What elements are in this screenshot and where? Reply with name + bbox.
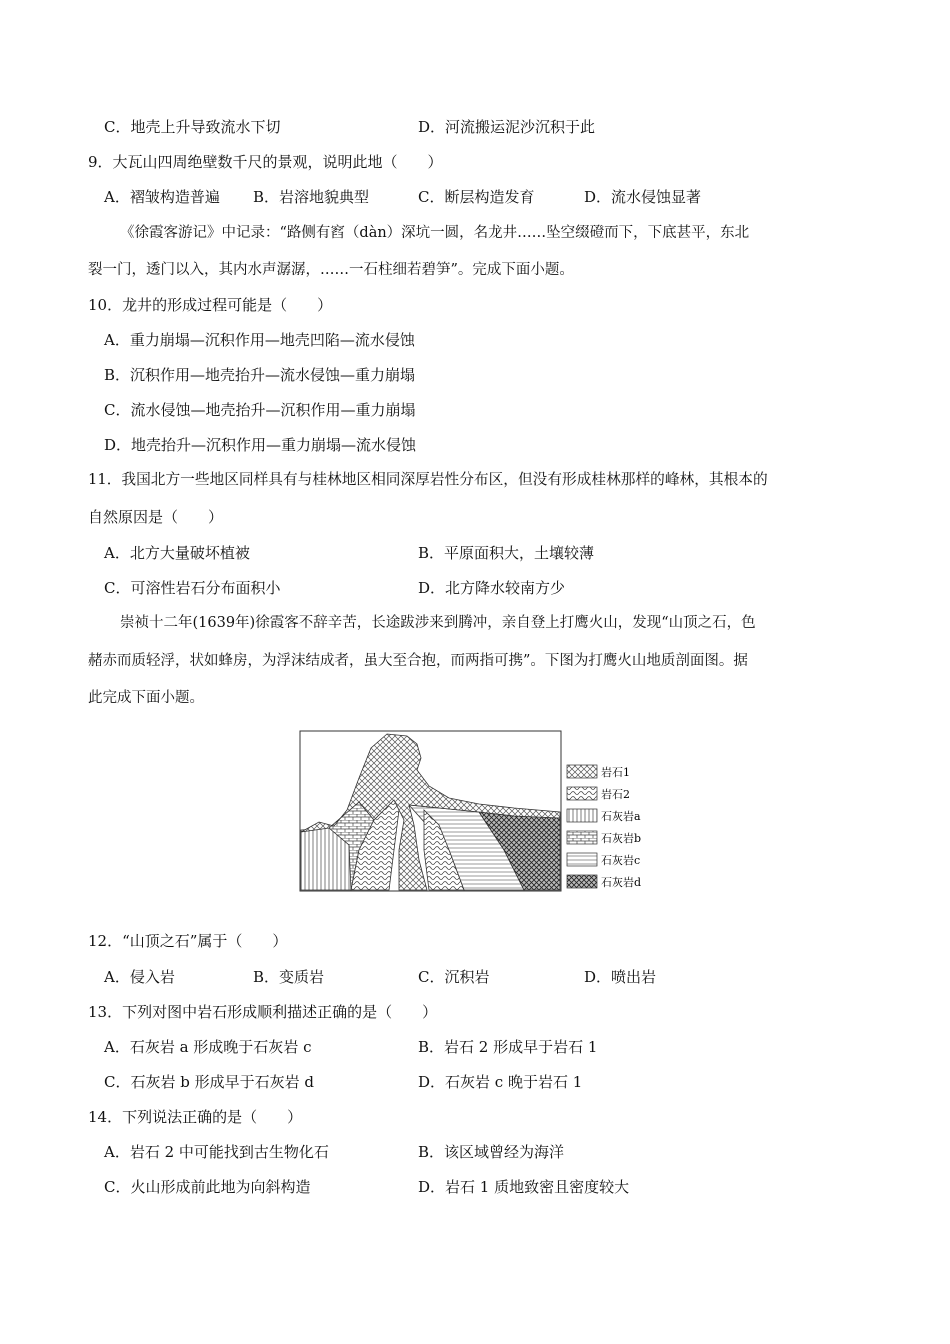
legend-swatch-limestone-d (567, 875, 597, 888)
q12-option-c: C．沉积岩 (418, 968, 490, 986)
legend-label-limestone-b: 石灰岩b (601, 832, 642, 845)
passage1-line2: 裂一门，透门以入，其内水声潺潺，……一石柱细若碧笋”。完成下面小题。 (88, 262, 574, 278)
legend-swatch-limestone-b (567, 831, 597, 844)
q13-option-a: A．石灰岩 a 形成晚于石灰岩 c (104, 1038, 312, 1056)
q11-stem-line2: 自然原因是（ ） (88, 508, 224, 526)
volcano-cross-section-figure (299, 730, 659, 894)
legend-label-limestone-c: 石灰岩c (601, 854, 641, 867)
q11-option-c: C．可溶性岩石分布面积小 (104, 579, 281, 597)
q14-stem: 14．下列说法正确的是（ ） (88, 1108, 303, 1126)
q14-option-d: D．岩石 1 质地致密且密度较大 (418, 1178, 630, 1196)
legend-swatch-limestone-c (567, 853, 597, 866)
q13-option-c: C．石灰岩 b 形成早于石灰岩 d (104, 1073, 314, 1091)
q12-option-a: A．侵入岩 (104, 968, 175, 986)
q10-option-d: D．地壳抬升—沉积作用—重力崩塌—流水侵蚀 (104, 436, 417, 454)
q10-option-b: B．沉积作用—地壳抬升—流水侵蚀—重力崩塌 (104, 366, 416, 384)
q13-stem: 13．下列对图中岩石形成顺利描述正确的是（ ） (88, 1003, 438, 1021)
legend-label-limestone-a: 石灰岩a (601, 810, 641, 823)
q9-option-c: C．断层构造发育 (418, 188, 535, 206)
q12-stem: 12．“山顶之石”属于（ ） (88, 932, 288, 950)
q10-stem: 10．龙井的形成过程可能是（ ） (88, 296, 333, 314)
legend-swatch-rock1 (567, 765, 597, 778)
q12-option-d: D．喷出岩 (584, 968, 657, 986)
passage1-line1: 《徐霞客游记》中记录：“路侧有窞（dàn）深坑一圆，名龙井……坠空缀磴而下，下底甚平，东北 (120, 225, 750, 241)
q11-option-d: D．北方降水较南方少 (418, 579, 566, 597)
passage2-line3: 此完成下面小题。 (88, 690, 204, 706)
legend-label-limestone-d: 石灰岩d (601, 876, 642, 889)
q9-option-b: B．岩溶地貌典型 (253, 188, 370, 206)
q12-option-b: B．变质岩 (253, 968, 325, 986)
q11-stem-line1: 11．我国北方一些地区同样具有与桂林地区相同深厚岩性分布区，但没有形成桂林那样的峰林，其根本的 (88, 471, 768, 488)
legend-label-rock2: 岩石2 (601, 788, 630, 801)
legend (567, 765, 641, 889)
q14-option-c: C．火山形成前此地为向斜构造 (104, 1178, 311, 1196)
passage2-line2: 赭赤而质轻浮，状如蜂房，为浮沫结成者，虽大至合抱，而两指可携”。下图为打鹰火山地质剖面图。据 (88, 653, 748, 669)
q11-option-b: B．平原面积大，土壤较薄 (418, 544, 595, 562)
q10-option-a: A．重力崩塌—沉积作用—地壳凹陷—流水侵蚀 (104, 331, 415, 349)
q10-option-c: C．流水侵蚀—地壳抬升—沉积作用—重力崩塌 (104, 401, 416, 419)
q13-option-b: B．岩石 2 形成早于岩石 1 (418, 1038, 598, 1056)
q13-option-d: D．石灰岩 c 晚于岩石 1 (418, 1073, 583, 1091)
q9-stem: 9．大瓦山四周绝壁数千尺的景观，说明此地（ ） (88, 153, 443, 171)
passage2-line1: 崇祯十二年(1639年)徐霞客不辞辛苦，长途跋涉来到腾冲，亲自登上打鹰火山，发现“山顶之石，色 (120, 615, 756, 631)
legend-swatch-limestone-a (567, 809, 597, 822)
legend-label-rock1: 岩石1 (601, 766, 630, 779)
q14-option-a: A．岩石 2 中可能找到古生物化石 (104, 1143, 329, 1161)
q8-option-d: D．河流搬运泥沙沉积于此 (418, 118, 596, 136)
q8-option-c: C．地壳上升导致流水下切 (104, 118, 281, 136)
q11-option-a: A．北方大量破坏植被 (104, 544, 250, 562)
q9-option-a: A．褶皱构造普遍 (104, 188, 220, 206)
q14-option-b: B．该区域曾经为海洋 (418, 1143, 565, 1161)
q9-option-d: D．流水侵蚀显著 (584, 188, 702, 206)
legend-swatch-rock2 (567, 787, 597, 800)
cross-section-svg (299, 730, 659, 894)
